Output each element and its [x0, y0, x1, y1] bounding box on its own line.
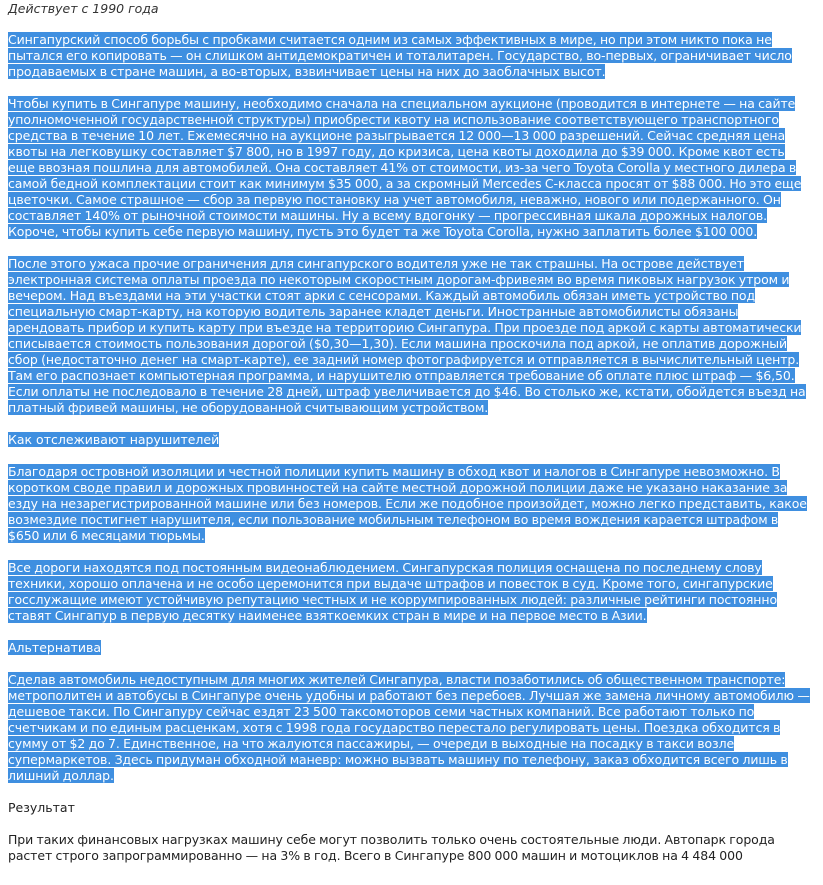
section-heading-result: Результат — [8, 800, 75, 815]
selected-text: Сделав автомобиль недоступным для многих жителей Сингапура, власти позаботились об общественном транспорте: метрополитен и автобусы в Сингапуре очень удобны и работают без перебоев. Лучшая же замена личному автомобилю — дешевое такси. По Сингапуру сейчас ездят 23 500 таксомоторов семи частных компаний. Все работают только по счетчикам и по единым расценкам, хотя с 1998 года государство перестало регулировать цены. Поездка обходится в сумму от $2 до 7. Единственное, на что жалуются пассажиры, — очереди в выходные на посадку в такси возле супермаркетов. Здесь придуман обходной маневр: можно вызвать машину по телефону, заказ обходится всего лишь в лишний доллар. — [8, 672, 810, 783]
paragraph-quota[interactable] — [8, 96, 811, 240]
selected-text: Чтобы купить в Сингапуре машину, необходимо сначала на специальном аукционе (проводится в интернете — на сайте уполномоченной государственной структуры) приобрести квоту на использование соответствующего транспортного средства в течение 10 лет. Ежемесячно на аукционе разыгрывается 12 000—13 000 разрешений. Сейчас средняя цена квоты на легковушку составляет $7 800, но в 1997 году, до кризиса, цена квоты доходила до $39 000. Кроме квот есть еще ввозная пошлина для автомобилей. Она составляет 41% от стоимости, из-за чего Toyota Corolla у местного дилера в самой бедной комплектации стоит как минимум $35 000, а за скромный Mercedes C-класса просят от $88 000. Но это еще цветочки. Самое страшное — сбор за первую постановку на учет автомобиля, неважно, нового или подержанного. Он составляет 140% от рыночной стоимости машины. Ну а всему вдогонку — прогрессивная шкала дорожных налогов. Короче, чтобы купить себе первую машину, пусть это будет та же Toyota Corolla, нужно заплатить более $100 000. — [8, 96, 802, 239]
selected-text: Альтернатива — [8, 640, 102, 655]
paragraph-police[interactable] — [8, 464, 811, 544]
selected-text: Благодаря островной изоляции и честной полиции купить машину в обход квот и налогов в Сингапуре невозможно. В коротком своде правил и дорожных провинностей на сайте местной дорожной полиции даже не указано наказание за езду на незарегистрированной машине или без номеров. Если же подобное произойдет, можно легко представить, какое возмездие постигнет нарушителя, если пользование мобильным телефоном во время вождения карается штрафом в $650 или 6 месяцами тюрьмы. — [8, 464, 807, 543]
paragraph-intro[interactable] — [8, 32, 811, 80]
selected-text: После этого ужаса прочие ограничения для сингапурского водителя уже не так страшны. На острове действует электронная система оплаты проезда по некоторым скоростным дорогам-фривеям во время пиковых нагрузок утром и вечером. Над въездами на эти участки стоят арки с сенсорами. Каждый автомобиль обязан иметь устройство под специальную смарт-карту, на которую водитель заранее кладет деньги. Иностранные автомобилисты обязаны арендовать прибор и купить карту при въезде на территорию Сингапура. При проезде под аркой с карты автоматически списывается стоимость пользования дорогой ($0,30—1,30). Если машина проскочила под аркой, не оплатив дорожный сбор (недостаточно денег на смарт-карте), ее задний номер фотографируется и отправляется в вычислительный центр. Там его распознает компьютерная программа, и нарушителю отправляется требование об оплате плюс штраф — $6,50. Если оплаты не последовало в течение 28 дней, штраф увеличивается до $46. Во столько же, кстати, обойдется въезд на платный фривей машины, не оборудованной считывающим устройством. — [8, 256, 806, 415]
paragraph-result: При таких финансовых нагрузках машину себе могут позволить только очень состоятельные люди. Автопарк города растет строго запрограммированно — на 3% в год. Всего в Сингапуре 800 000 машин и мотоциклов на 4 484 000 — [8, 832, 775, 863]
paragraph-road-pricing[interactable] — [8, 256, 811, 416]
section-heading-alternative[interactable] — [8, 640, 811, 656]
selected-text: Сингапурский способ борьбы с пробками считается одним из самых эффективных в мире, но при этом никто пока не пытался его копировать — он слишком антидемократичен и тоталитарен. Государство, во-первых, ограничивает число продаваемых в стране машин, а во-вторых, взвинчивает цены на них до заоблачных высот. — [8, 32, 792, 79]
paragraph-taxi[interactable] — [8, 672, 811, 784]
selected-text: Все дороги находятся под постоянным видеонаблюдением. Сингапурская полиция оснащена по последнему слову техники, хорошо оплачена и не особо церемонится при выдаче штрафов и повесток в суд. Кроме того, сингапурские госслужащие имеют устойчивую репутацию честных и не коррумпированных людей: различные рейтинги постоянно ставят Сингапур в первую десятку наименее взяткоемких стран в мире и на первое место в Азии. — [8, 560, 777, 623]
article — [8, 0, 811, 864]
article-subtitle: Действует с 1990 года — [8, 1, 159, 16]
selected-text: Как отслеживают нарушителей — [8, 432, 220, 447]
section-heading-violators[interactable] — [8, 432, 811, 448]
paragraph-surveillance[interactable] — [8, 560, 811, 624]
